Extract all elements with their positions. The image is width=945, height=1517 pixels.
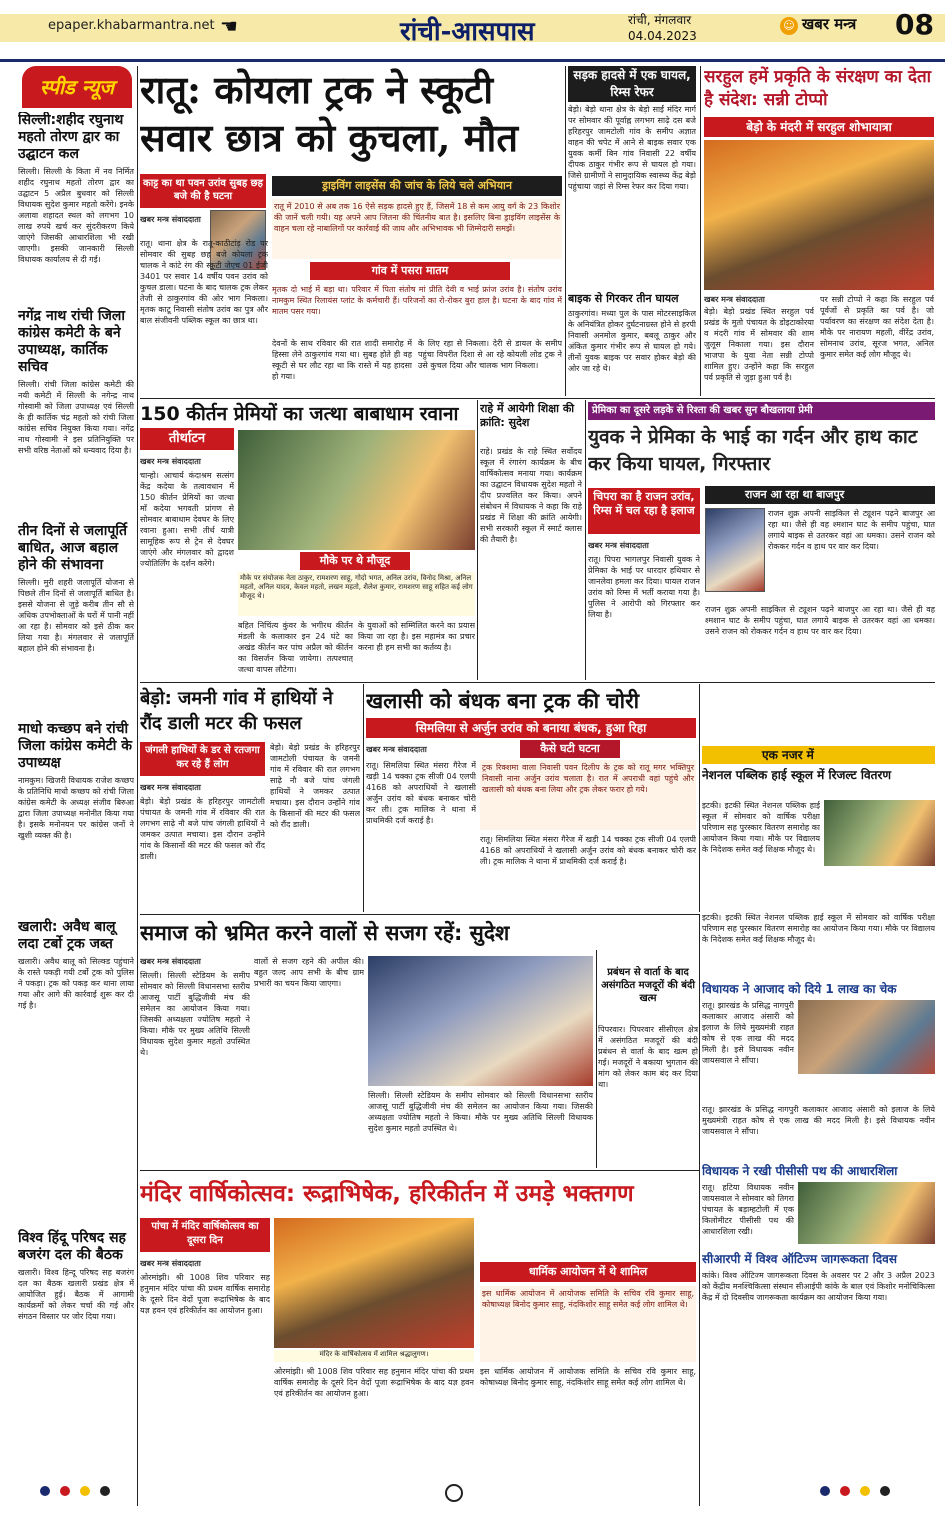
kirtan-byline: खबर मन्त्र संवाददाता (140, 457, 201, 466)
sarhul-banner: बेड़ो के मंदरी में सरहुल शोभायात्रा (704, 117, 934, 137)
page-header (0, 0, 945, 62)
section-title: रांची-आसपास (400, 17, 535, 47)
speed-news-head: सिल्ली:शहीद रघुनाथ महतो तोरण द्वार का उद्घाटन कल (18, 112, 124, 162)
license-drive-bar: ड्राइविंग लाइसेंस की जांच के लिये चले अभियान (272, 176, 562, 196)
love-subbar: राजन आ रहा था बाजपुर (705, 486, 935, 504)
mandir-body-cont: ओरमांझी। श्री 1008 शिव परिवार सह हनुमान मंदिर पांचा की प्रथम वार्षिक समारोह के दूसरे दिन वेदों पूजा रूद्राभिषेक के बाद यज्ञ हवन एवं हरिकीर्तन का आयोजन हुआ। (274, 1367, 474, 1398)
registration-dot (100, 1486, 110, 1496)
mandir-caption: मंदिर के वार्षिकोत्सव में शामिल श्रद्धालुगण। (274, 1350, 474, 1362)
nazar-headline-4: सीआरपी में विश्व ऑटिज्म जागरूकता दिवस (702, 1252, 897, 1266)
speed-news-body: नामकुम। खिजरी विधायक राजेश कच्छप के प्रतिनिधि माधो कच्छप को रांची जिला कांग्रेस कमेटी के अध्यक्ष संजीव बिरुआ द्वारा जिला उपाध्यक्ष मनोनीत किया गया है। इसके मनोनयन पर कांग्रेस जनों ने खुशी व्यक्त की है। (18, 776, 134, 840)
speed-news-body: सिल्ली। मुरी शहरी जलापूर्ति योजना से पिछले तीन दिनों से जलापूर्ति बाधित है। इससे योजना से जुड़े करीब तीन सौ से अधिक उपभोक्ताओं के घरों में पानी नहीं आ रहा है। सोमवार को इसे ठीक कर लिया गया है। मंगलवार से जलापूर्ति बहाल होने की संभावना है। (18, 578, 134, 653)
speed-news-head: तीन दिनों से जलापूर्ति बाधित, आज बहाल होने की संभावना (18, 523, 127, 573)
love-byline: खबर मन्त्र संवाददाता (588, 541, 649, 550)
row-rule (140, 682, 935, 683)
elephant-byline: खबर मन्त्र संवाददाता (140, 783, 201, 792)
love-body: राजन शुक्र अपनी साइकिल से ट्यूशन पढ़ने बाजपुर आ रहा था। जैसे ही वह श्मशान घाट के समीप पहुंचा, घात लगाये बाइक से उतरकर वहां आ धमका। उसने राजन को रोककर गर्दन व हाथ पर वार कर दिया। (768, 509, 935, 551)
bike-accident-body: ठाकुरगांव। मध्या पुल के पास मोटरसाइकिल के अनियंत्रित होकर दुर्घटनाग्रस्त होने से हरपी निवासी अनमोल कुमार, बबलू ठाकुर और अंकित कुमार गंभीर रूप से घायल हो गये। तीनों युवक बाइक पर सवार होकर बेड़ो की ओर जा रहे थे। (568, 309, 696, 373)
registration-dot (80, 1486, 90, 1496)
mandir-body: ओरमांझी। श्री 1008 शिव परिवार सह हनुमान मंदिर पांचा की प्रथम वार्षिक समारोह के दूसरे दिन वेदों पूजा रूद्राभिषेक के बाद यज्ञ हवन एवं हरिकीर्तन का आयोजन हुआ। (140, 1273, 270, 1315)
nazar-body-1: इटकी। इटकी स्थित नेशनल पब्लिक हाई स्कूल में सोमवार को वार्षिक परीक्षा परिणाम सह पुरस्कार वितरण समारोह का आयोजन किया गया। मौके पर विद्यालय के निदेशक समेत कई शिक्षक मौजूद थे। (702, 801, 820, 854)
nazar-headline-2: विधायक ने आजाद को दिये 1 लाख का चेक (702, 982, 897, 996)
education-headline: राहे में आयेगी शिक्षा की क्रांति: सुदेश (480, 402, 575, 429)
mandir-box: इस धार्मिक आयोजन में आयोजक समिति के सचिव रवि कुमार साहू, कोषाध्यक्ष बिनोद कुमार साहू, नंदकिशोर साहू समेत कई लोग शामिल थे। (480, 1286, 696, 1362)
speed-news-body: खलारी। विश्व हिन्दू परिषद सह बजरंग दल का बैठक खलारी प्रखंड क्षेत्र में आयोजित हुई। बैठक में आगामी कार्यक्रमों को लेकर चर्चा की गई और संगठन विस्तार पर जोर दिया गया। (18, 1268, 134, 1321)
mandir-photo (274, 1218, 474, 1348)
registration-dot (860, 1486, 870, 1496)
speed-news-head: विश्व हिंदू परिषद सह बजरंग दल की बैठक (18, 1230, 126, 1263)
khalasi-headline: खलासी को बंधक बना ट्रक की चोरी (366, 689, 640, 713)
nazar-body-3: रातू। हटिया विधायक नवीन जायसवाल ने सोमवार को तिगरा पंचायत के बड़ाम्हटोली में एक किलोमीटर पीसीसी पथ की आधारशिला रखी। (702, 1183, 794, 1236)
khalasi-subhead: कैसे घटी घटना (520, 740, 620, 758)
kirtan-caption: मौके पर संयोजक नेता ठाकुर, रामशरण साहू, गोदो भगत, अनिल उरांव, विनोद मिश्रा, अनिल महतो, अनिल यादव, केवल महतो, लखन महतो, शैलेश कुमार, रामशरण साहू सहित कई लोग मौजूद थे। (238, 572, 475, 616)
kirtan-photo (238, 430, 475, 550)
lead-kicker: काट्ट का था पवन उरांव सुबह छह बजे की है घटना (140, 174, 266, 208)
bike-accident-headline: बाइक से गिरकर तीन घायल (568, 292, 679, 305)
khalasi-byline: खबर मन्त्र संवाददाता (366, 745, 427, 754)
khalasi-box: ट्रक रिक्शमा वाला निवासी पवन दिलीप के ट्रक को रातू मगर भक्तिपुर निवासी नाना अर्जुन उरांव चलाता है। रात में अपराधी वहां पहुंचे और खलासी को बंधक बना लिया और ट्रक लेकर फरार हो गये। (480, 760, 696, 830)
lead-byline: खबर मन्त्र संवाददाता (140, 215, 201, 224)
samaj-byline: खबर मन्त्र संवाददाता (140, 957, 201, 966)
registration-dot (840, 1486, 850, 1496)
crosshair-icon (445, 1484, 463, 1502)
love-redbox: चिपरा का है राजन उरांव, रिम्स में चल रहा है इलाज (588, 488, 700, 534)
khalasi-banner: सिमलिया से अर्जुन उरांव को बनाया बंधक, हुआ रिहा (366, 718, 696, 738)
accident-headline: सड़क हादसे में एक घायल, रिम्स रेफर (568, 66, 696, 102)
khalasi-body: रातू। सिमलिया स्थित मंसरा गैरेज में खड़ी 14 चक्का ट्रक सीजी 04 एलपी 4168 को अपराधियों ने खलासी अर्जुन उरांव को बंधक बनाकर चोरी कर ली। ट्रक मालिक ने थाना में प्राथमिकी दर्ज कराई है। (366, 761, 476, 825)
sarhul-headline: सरहुल हमें प्रकृति के संरक्षण का देता है संदेश: सन्नी टोप्पो (704, 67, 932, 110)
workers-headline: प्रबंधन से वार्ता के बाद असंगठित मजदूरों की बंदी खत्म (601, 967, 695, 1004)
issue-date: 04.04.2023 (628, 29, 697, 43)
row-rule (140, 1170, 699, 1171)
sarhul-body: बेड़ो। बेड़ो प्रखंड स्थित सरहुल पर्व प्रखंड के मुतो पंचायत के डोइटाकोरया व मंदरी गांव में सोमवार की शाम जुलूस निकाला गया। इस दौरान भाजपा के युवा नेता सन्नी टोप्पो शामिल हुए। उन्होंने कहा कि सरहुल पर्व प्रकृति से जुड़ा हुआ पर्व है। (704, 307, 814, 382)
speed-news-body: सिल्ली। सिल्ली के किता में नव निर्मित शहीद रघुनाथ महतो तोरण द्वार का उद्घाटन 5 अप्रैल बुधवार को सिल्ली विधायक सुदेश कुमार महतो करेंगे। इनके अलावा शहादत स्थल को लगभग 10 लाख रुपये खर्च कर सुंदरीकरण किये जाएंगे जिसकी आधारशिला भी रखी जाएगी। इसकी जानकारी सिल्ली विधायक कार्यालय से दी गई। (18, 167, 134, 264)
brand-name: खबर मन्त्र (802, 15, 857, 33)
nazar-photo-1 (824, 800, 935, 866)
nazar-body-1-cont: इटकी। इटकी स्थित नेशनल पब्लिक हाई स्कूल में सोमवार को वार्षिक परीक्षा परिणाम सह पुरस्कार वितरण समारोह का आयोजन किया गया। मौके पर विद्यालय के निदेशक समेत कई शिक्षक मौजूद थे। (702, 913, 935, 944)
love-banner: प्रेमिका का दूसरे लड़के से रिश्ता की खबर सुन बौखलाया प्रेमी (588, 402, 935, 420)
registration-dot (60, 1486, 70, 1496)
love-body-cont: राजन शुक्र अपनी साइकिल से ट्यूशन पढ़ने बाजपुर आ रहा था। जैसे ही वह श्मशान घाट के समीप पहुंचा, घात लगाये बाइक से उतरकर वहां आ धमका। उसने राजन को रोककर गर्दन व हाथ पर वार कर दिया। (705, 605, 935, 636)
kirtan-caption-head: मौके पर थे मौजूद (300, 552, 410, 570)
registration-dot (820, 1486, 830, 1496)
speed-news-head: माधो कच्छप बने रांची जिला कांग्रेस कमेटी के उपाध्यक्ष (18, 721, 133, 771)
column-rule (596, 950, 597, 1168)
lead-body-cont: के लिए रहा से निकला। देरी से डायल के समीप पहुंचा विपरीत दिशा से आ रहे कोयली लोड ट्रक ने उसे कुचल दिया और चालक भाग निकला। (418, 339, 562, 370)
mandir-left-banner: पांचा में मंदिर वार्षिकोत्सव का दूसरा दिन (140, 1218, 270, 1252)
speed-news-head: नगेंद्र नाथ रांची जिला कांग्रेस कमेटी के बने उपाध्यक्ष, कार्तिक सचिव (18, 308, 126, 375)
license-drive-body: रातू में 2010 से अब तक 16 ऐसे सड़क हादसे हुए हैं, जिसमें 18 से कम आयु वर्ग के 23 किशोर की जानें चली गयी। यह अपने आप जितना की चिंतनीय बात है। इसलिए बिना ड्राइविंग लाइसेंस के वाहन चला रहे नाबालिगों पर कार्रवाई की जाय और अभिभावक भी जिम्मेदारी समझें। (272, 199, 562, 259)
samaj-headline: समाज को भ्रमित करने वालों से सजग रहें: सुदेश (140, 921, 510, 945)
nazar-photo-2 (798, 1000, 935, 1074)
registration-dot (40, 1486, 50, 1496)
lead-body-cont: देवनों के साथ रविवार की रात शादी समारोह में हिस्सा लेने ठाकुरगांव गया था। सुबह होते ही वह स्कूटी से घर लौट रहा था कि रास्ते में यह हादसा हो गया। (272, 339, 412, 381)
nazar-body-2-cont: रातू। झारखंड के प्रसिद्ध नागपुरी कलाकार आजाद अंसारी को इलाज के लिये मुख्यमंत्री राहत कोष से एक लाख की मदद मिली है। इसे विधायक नवीन जायसवाल ने सौंपा। (702, 1105, 935, 1136)
nazar-label: एक नजर में (702, 746, 935, 764)
nazar-body-4: कांके। विश्व ऑटिज्म जागरूकता दिवस के अवसर पर 2 और 3 अप्रैल 2023 को केंद्रीय मनश्चिकित्सा संस्थान सीआईपी कांके के बाल एवं किशोर मनोचिकित्सा केंद्र में दो दिवसीय जागरूकता कार्यक्रम का आयोजन किया गया। (702, 1271, 935, 1302)
column-rule (699, 684, 700, 912)
love-body: रातू। पिपरा भागलपुर निवासी युवक ने प्रेमिका के भाई पर धारदार हथियार से जानलेवा हमला कर दिया। घायल राजन उरांव को रिम्स में भर्ती कराया गया है। पुलिस ने आरोपी को गिरफ्तार कर लिया है। (588, 555, 700, 619)
column-rule (585, 400, 586, 680)
mandir-right-banner: धार्मिक आयोजन में थे शामिल (480, 1262, 696, 1282)
cursor-icon: ☚ (220, 14, 238, 38)
kirtan-body-cont: के युवाओं को सम्मिलित करने का प्रयास किया जा रहा है। इस महामंत्र का प्रचार करना ही हम सभी का कर्तव्य है। (358, 621, 475, 652)
column-rule (700, 66, 701, 396)
sarhul-byline: खबर मन्त्र संवाददाता (704, 295, 765, 304)
speed-news-column (18, 112, 134, 1507)
dateline (628, 12, 697, 44)
samaj-photo (368, 956, 593, 1086)
kirtan-body-cont: बहित निचिंत्य कुंवर के भगीरथ कीर्तन मंडली के कलाकार इन 24 घंटे का अखंड कीर्तन कर पांच अप्रैल को कीर्तन का विसर्जन किया जायेगा। तत्पश्चात् जत्था वापस लौटेगा। (238, 621, 353, 674)
education-body: राहे। प्रखंड के राहे स्थित सर्वोदय स्कूल में रंगारंग कार्यक्रम के बीच वार्षिकोत्सव मनाया गया। कार्यक्रम का उद्घाटन विधायक सुदेश महतो ने दीप प्रज्वलित कर किया। अपने संबोधन में विधायक ने कहा कि राहे प्रखंड में शिक्षा की क्रांति आयेगी। सभी सरकारी स्कूल में स्मार्ट क्लास की तैयारी है। (480, 447, 582, 544)
speed-news-body: खलारी। अवैध बालू को सिल्क्ड पहुंचाने के रास्ते पकड़ी गयी टर्बो ट्रक को पुलिस ने पकड़ा। ट्रक को पकड़ कर थाना लाया गया और आगे की कार्रवाई शुरू कर दी गई है। (18, 957, 134, 1010)
workers-body: पिपरवार। पिपरवार सीसीएल क्षेत्र में असंगठित मजदूरों की बंदी प्रबंधन से वार्ता के बाद खत्म हो गई। मजदूरों ने बकाया भुगतान की मांग को लेकर काम बंद कर दिया था। (598, 1025, 698, 1089)
elephant-kicker: जंगली हाथियों के डर से रतजगा कर रहे हैं लोग (140, 742, 265, 776)
registration-dot (880, 1486, 890, 1496)
row-rule (140, 914, 699, 915)
column-rule (699, 914, 700, 1506)
samaj-body-cont: सिल्ली। सिल्ली स्टेडियम के समीप सोमवार को सिल्ली विधानसभा स्तरीय आजसू पार्टी बुद्धिजीवी मंच की समेलन का आयोजन किया गया। जिसकी अध्यक्षता ज्योतिष महतो ने किया। मौके पर मुख्य अतिथि सिल्ली विधायक सुदेश कुमार महतो उपस्थित थे। (368, 1091, 593, 1133)
nazar-headline-3: विधायक ने रखी पीसीसी पथ की आधारशिला (702, 1164, 898, 1178)
gloom-subhead: गांव में पसरा मातम (310, 262, 510, 280)
lead-body: रातू। थाना क्षेत्र के रातू-काठीटांड़ रोड पर सोमवार की सुबह छह बजे कोयला ट्रक चालक ने कांटे रंग की स्कूटी जेएच 01 ईजी 3401 पर सवार 14 वर्षीय पवन उरांव को कुचल डाला। घटना के बाद चालक ट्रक लेकर तेजी से ठाकुरगांव की ओर भाग निकला। मृतक काटू निवासी संतोष उरांव का पुत्र और बाल संजीवनी पब्लिक स्कूल का छात्र था। (140, 239, 268, 325)
row-rule (140, 398, 935, 399)
samaj-body-cont: वालों से सजग रहने की अपील की। बहुत जल्द आप सभी के बीच ग्राम प्रभारी का चयन किया जाएगा। (254, 957, 364, 988)
khalasi-body-cont: रातू। सिमलिया स्थित मंसरा गैरेज में खड़ी 14 चक्का ट्रक सीजी 04 एलपी 4168 को अपराधियों ने खलासी अर्जुन उरांव को बंधक बनाकर चोरी कर ली। ट्रक मालिक ने थाना में प्राथमिकी दर्ज कराई है। (480, 835, 696, 866)
column-rule (565, 66, 566, 396)
love-headline: युवक ने प्रेमिका के भाई का गर्दन और हाथ काट कर किया घायल, गिरफ्तार (588, 426, 918, 475)
city-day: रांची, मंगलवार (628, 13, 692, 27)
gloom-body: मृतक दो भाई में बड़ा था। परिवार में पिता संतोष मां प्रीति देवी व भाई फ्रांज उरांव है। संतोष उरांव नामकुम स्थित रिलायंस प्लांट के कर्मचारी हैं। परिजनों का रो-रोकर बुरा हाल है। घटना के बाद गांव में मातम पसर गया। (272, 285, 562, 316)
elephant-body-cont: बेड़ो। बेड़ो प्रखंड के हरिहरपुर जामटोली पंचायत के जमनी गांव में रविवार की रात लगभग साढ़े नौ बजे पांच जंगली हाथियों ने जमकर उत्पात मचाया। इस दौरान उन्होंने गांव के किसानों की मटर की फसल को रौंद डाली। (270, 743, 360, 829)
print-registration-marks (0, 1470, 945, 1517)
accused-photo (705, 508, 765, 592)
mandir-byline: खबर मन्त्र संवाददाता (140, 1259, 201, 1268)
kirtan-headline: 150 कीर्तन प्रेमियों का जत्था बाबाधाम रवाना (140, 403, 459, 425)
column-rule (477, 400, 478, 680)
mandir-body-cont: इस धार्मिक आयोजन में आयोजक समिति के सचिव रवि कुमार साहू, कोषाध्यक्ष बिनोद कुमार साहू, नंदकिशोर साहू समेत कई लोग शामिल थे। (480, 1367, 696, 1387)
brand-logo (780, 14, 856, 35)
column-rule (137, 66, 138, 1506)
sarhul-body: पर सन्नी टोप्पो ने कहा कि सरहुल पर्व पूर्वजों से प्रकृति का पर्व है। जो पर्यावरण का संरक्षण का संदेश देता है। मौके पर नारायण महली, वीरेंद्र उरांव, सोमनाथ उरांव, सूरज भगत, अनिल कुमार समेत कई लोग मौजूद थे। (820, 295, 934, 359)
elephant-headline: बेड़ो: जमनी गांव में हाथियों ने रौंद डाली मटर की फसल (140, 688, 333, 734)
sarhul-photo (704, 140, 934, 290)
speed-news-body: सिल्ली। रांची जिला कांग्रेस कमेटी की नयी कमेटी में सिल्ली के नगेन्द्र नाथ गोस्वामी को जिला उपाध्यक्ष एवं सिल्ली के ही कार्तिक चंद्र महतो को रांची जिला कांग्रेस सचिव नियुक्त किया गया। नगेंद्र नाथ गोस्वामी ने इस प्रतिनियुक्ति पर सभी वरिष्ठ नेताओं को धन्यवाद दिया है। (18, 380, 134, 455)
nazar-photo-3 (798, 1182, 935, 1244)
samaj-body: सिल्ली। सिल्ली स्टेडियम के समीप सोमवार को सिल्ली विधानसभा स्तरीय आजसू पार्टी बुद्धिजीवी मंच की समेलन का आयोजन किया गया। जिसकी अध्यक्षता ज्योतिष महतो ने किया। मौके पर मुख्य अतिथि सिल्ली विधायक सुदेश कुमार महतो उपस्थित थे। (140, 971, 250, 1057)
kirtan-body: चान्हो। आचार्य कंदाश्रम सत्संग केंद्र कदेया के तत्वावधान में 150 कीर्तन प्रेमियों का जत्था माँ कदेया भगवती प्रांगण से सोमवार बाबाधाम देवघर के लिए रवाना हुआ। सभी तीर्थ यात्री सामूहिक रूप से ट्रेन से देवघर जाएंगे और मंगलवार को द्वादश ज्योतिर्लिंग के दर्शन करेंगे। (140, 471, 234, 568)
nazar-headline-1: नेशनल पब्लिक हाई स्कूल में रिजल्ट वितरण (702, 768, 892, 782)
speed-news-head: खलारी: अवैध बालू लदा टर्बो ट्रक जब्त (18, 919, 116, 952)
accident-body: बेड़ो। बेड़ो थाना क्षेत्र के बेड़ो साईं मंदिर मार्ग पर सोमवार की पूर्वाह्न लगभग साढ़े दस बजे हरिहरपुर जामटोली गांव के समीप अज्ञात वाहन की चपेट में आने से बाइक सवार एक युवक कर्मी बिन गांव निवासी 22 वर्षीय दीपक ठाकुर गंभीर रूप से घायल हो गया। जिसे ग्रामीणों ने सामुदायिक स्वास्थ्य केंद्र बेड़ो पहुंचाया जहां से रिम्स रेफर कर दिया गया। (568, 105, 696, 191)
column-rule (363, 684, 364, 912)
site-url[interactable]: epaper.khabarmantra.net (48, 18, 215, 33)
speed-news-label: स्पीड न्यूज (22, 66, 132, 108)
kirtan-tag: तीर्थाटन (140, 428, 234, 450)
lead-headline: रातू: कोयला ट्रक ने स्कूटी सवार छात्र को कुचला, मौत (140, 67, 518, 160)
logo-icon: ☺ (780, 17, 798, 35)
elephant-body: बेड़ो। बेड़ो प्रखंड के हरिहरपुर जामटोली पंचायत के जमनी गांव में रविवार की रात लगभग साढ़े नौ बजे पांच जंगली हाथियों ने जमकर उत्पात मचाया। इस दौरान उन्होंने गांव के किसानों की मटर की फसल को रौंद डाली। (140, 797, 265, 861)
mandir-headline: मंदिर वार्षिकोत्सव: रूद्राभिषेक, हरिकीर्तन में उमड़े भक्तगण (140, 1181, 634, 1207)
nazar-body-2: रातू। झारखंड के प्रसिद्ध नागपुरी कलाकार आजाद अंसारी को इलाज के लिये मुख्यमंत्री राहत कोष से एक लाख की मदद मिली है। इसे विधायक नवीन जायसवाल ने सौंपा। (702, 1001, 794, 1065)
page-number: 08 (895, 8, 934, 41)
